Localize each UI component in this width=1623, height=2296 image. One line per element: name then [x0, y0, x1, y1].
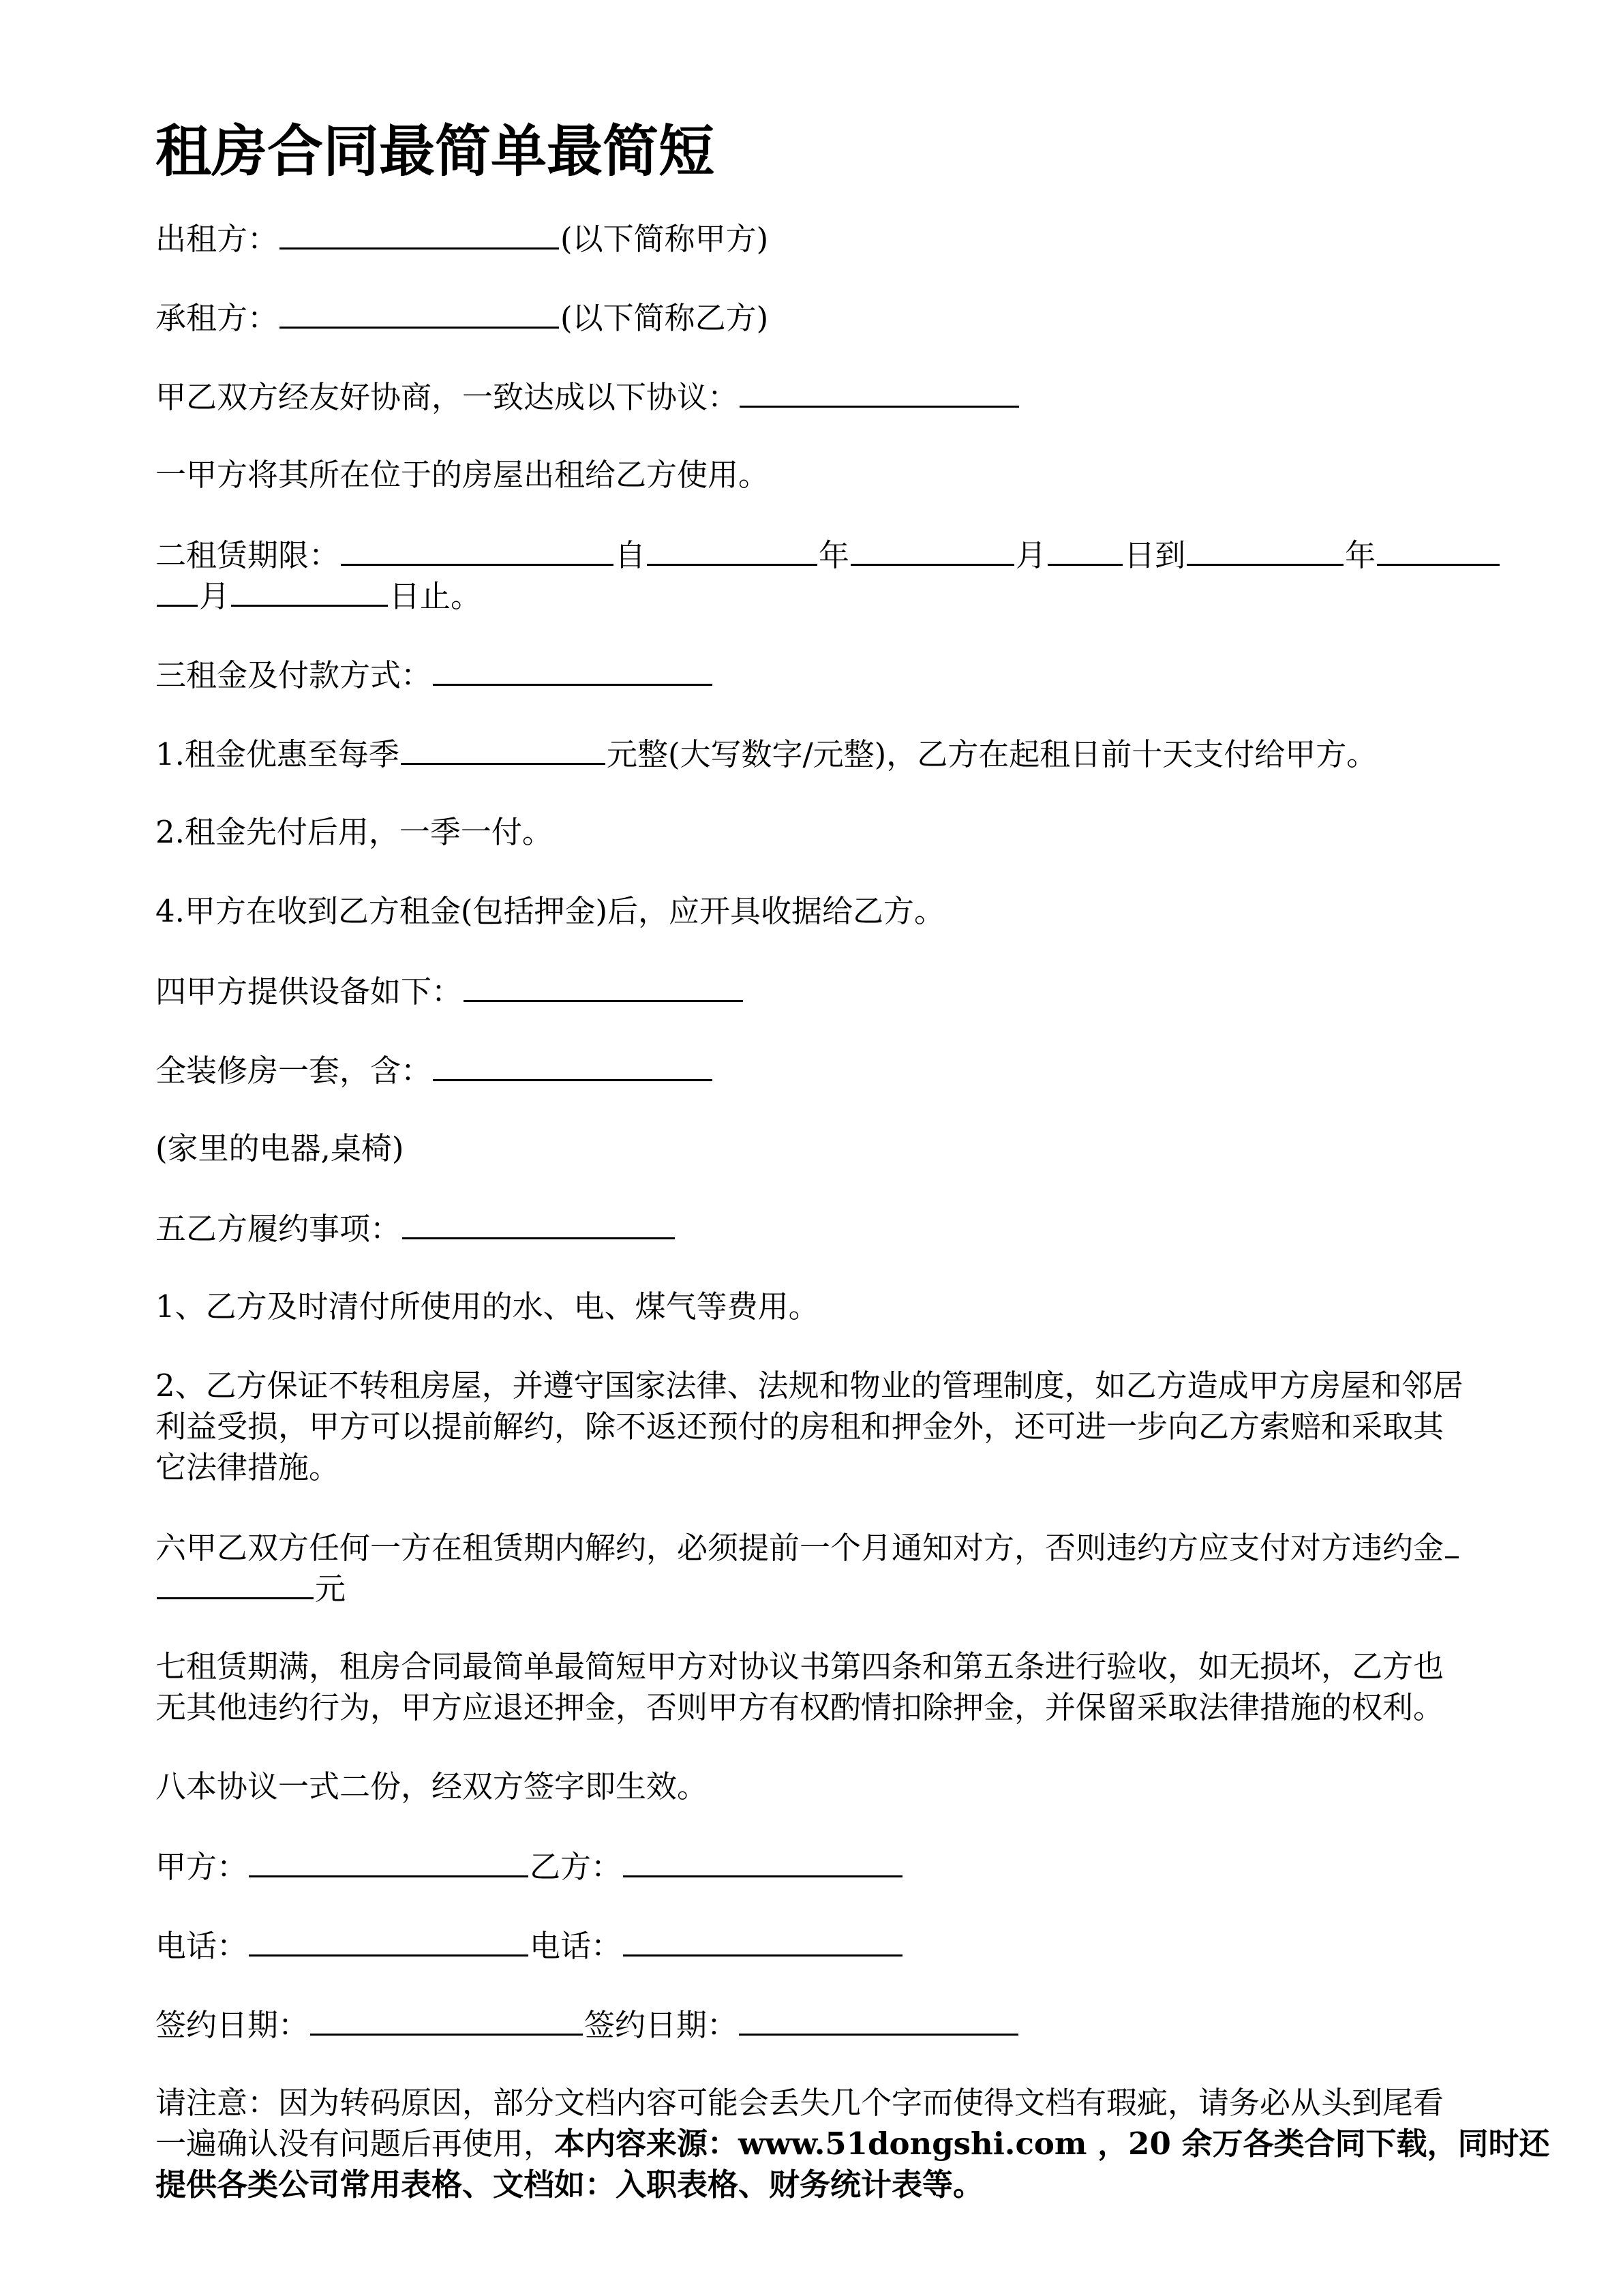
penalty-blank-a[interactable] [1445, 1526, 1459, 1558]
date-line [155, 2003, 1560, 2046]
end-month-blank-b[interactable] [157, 574, 198, 607]
page-title: 租房合同最简单最简短 [155, 119, 715, 184]
clause-6-line1 [155, 1526, 1560, 1569]
furnished-blank[interactable] [433, 1048, 712, 1081]
payment-blank[interactable] [433, 653, 712, 686]
duty-2-line2: 利益受损，甲方可以提前解约，除不返还预付的房租和押金外，还可进一步向乙方索赔和采取其 [155, 1408, 1444, 1445]
sign-a-label: 甲方： [155, 1849, 248, 1885]
clause-7-line2: 无其他违约行为，甲方应退还押金，否则甲方有权酌情扣除押金，并保留采取法律措施的权利。 [155, 1689, 1444, 1725]
phone-b-label: 电话： [530, 1928, 622, 1964]
clause-6-line2 [155, 1567, 1560, 1610]
start-day-blank[interactable] [1048, 533, 1123, 566]
start-month-blank[interactable] [851, 533, 1014, 566]
term-month1: 月 [1016, 537, 1047, 573]
phone-line [155, 1924, 1560, 1967]
term-day-to: 日到 [1124, 537, 1186, 573]
notice-source: 本内容来源：www.51dongshi.com ，20 余万各类合同下载，同时还 [554, 2126, 1550, 2162]
term-year2: 年 [1345, 537, 1376, 573]
duty-2-line1: 2、乙方保证不转租房屋，并遵守国家法律、法规和物业的管理制度，如乙方造成甲方房屋和邻居 [155, 1368, 1463, 1404]
phone-a-blank[interactable] [249, 1924, 528, 1957]
signature-line [155, 1845, 1560, 1888]
rent-1-prefix: 1.租金优惠至每季 [155, 736, 399, 772]
term-year1: 年 [819, 537, 850, 573]
date-a-blank[interactable] [310, 2003, 583, 2036]
phone-a-label: 电话： [155, 1928, 248, 1964]
clause-2-line1 [155, 533, 1560, 577]
notice-plain: 一遍确认没有问题后再使用， [155, 2126, 555, 2162]
duties-blank[interactable] [402, 1207, 675, 1239]
clause-4-line [155, 969, 1560, 1013]
lessee-suffix: (以下简称乙方) [560, 300, 769, 336]
end-year-blank[interactable] [1187, 533, 1344, 566]
duty-2-line3: 它法律措施。 [155, 1449, 340, 1485]
furnished-line [155, 1048, 1560, 1092]
sign-a-blank[interactable] [249, 1845, 528, 1877]
clause-8: 八本协议一式二份，经双方签字即生效。 [155, 1768, 708, 1804]
notice-line3: 提供各类公司常用表格、文档如：入职表格、财务统计表等。 [155, 2166, 984, 2203]
equipment-blank[interactable] [464, 969, 743, 1002]
rent-item-1 [155, 732, 1560, 776]
clause-7-line1: 七租赁期满，租房合同最简单最简短甲方对协议书第四条和第五条进行验收，如无损坏，乙方也 [155, 1648, 1444, 1685]
clause-2-line2 [155, 574, 1560, 618]
lessee-blank[interactable] [279, 296, 559, 329]
term-month2: 月 [199, 578, 230, 614]
date-b-label: 签约日期： [584, 2007, 738, 2043]
rent-item-4: 4.甲方在收到乙方租金(包括押金)后，应开具收据给乙方。 [155, 893, 945, 929]
sign-b-label: 乙方： [530, 1849, 622, 1885]
rent-1-suffix: 元整(大写数字/元整)，乙方在起租日前十天支付给甲方。 [606, 736, 1378, 772]
penalty-blank-b[interactable] [157, 1567, 314, 1599]
phone-b-blank[interactable] [623, 1924, 902, 1957]
clause-3-line [155, 653, 1560, 697]
clause-6-unit: 元 [315, 1571, 346, 1607]
sign-b-blank[interactable] [623, 1845, 902, 1877]
end-day-blank[interactable] [231, 574, 388, 607]
clause-6-text: 六甲乙双方任何一方在租赁期内解约，必须提前一个月通知对方，否则违约方应支付对方违约金 [155, 1530, 1444, 1566]
clause-3-label: 三租金及付款方式： [155, 657, 432, 693]
date-a-label: 签约日期： [155, 2007, 309, 2043]
lessor-line [155, 217, 1560, 260]
furnished-items: (家里的电器,桌椅) [155, 1130, 404, 1166]
term-blank[interactable] [341, 533, 613, 566]
clause-5-line [155, 1207, 1560, 1250]
lessee-label: 承租方： [155, 300, 279, 336]
clause-4-label: 四甲方提供设备如下： [155, 973, 463, 1010]
lessor-blank[interactable] [279, 217, 559, 250]
lessor-suffix: (以下简称甲方) [560, 221, 769, 257]
notice-line2 [155, 2123, 1560, 2165]
agreement-blank[interactable] [740, 375, 1019, 408]
term-from: 自 [615, 537, 646, 573]
lessee-line [155, 296, 1560, 339]
rent-amount-blank[interactable] [401, 732, 605, 765]
furnished-label: 全装修房一套，含： [155, 1053, 432, 1089]
clause-5-label: 五乙方履约事项： [155, 1211, 401, 1247]
agreement-intro-line [155, 375, 1560, 419]
end-month-blank-a[interactable] [1377, 533, 1500, 566]
start-year-blank[interactable] [647, 533, 817, 566]
term-end: 日止。 [389, 578, 482, 614]
duty-1: 1、乙方及时清付所使用的水、电、煤气等费用。 [155, 1288, 819, 1325]
rent-item-2: 2.租金先付后用，一季一付。 [155, 814, 553, 850]
lessor-label: 出租方： [155, 221, 279, 257]
date-b-blank[interactable] [739, 2003, 1018, 2036]
term-label: 二租赁期限： [155, 537, 340, 573]
notice-line1: 请注意：因为转码原因，部分文档内容可能会丢失几个字而使得文档有瑕疵，请务必从头到尾看 [155, 2085, 1444, 2121]
agreement-intro: 甲乙双方经友好协商，一致达成以下协议： [155, 379, 739, 415]
clause-1: 一甲方将其所在位于的房屋出租给乙方使用。 [155, 457, 770, 493]
